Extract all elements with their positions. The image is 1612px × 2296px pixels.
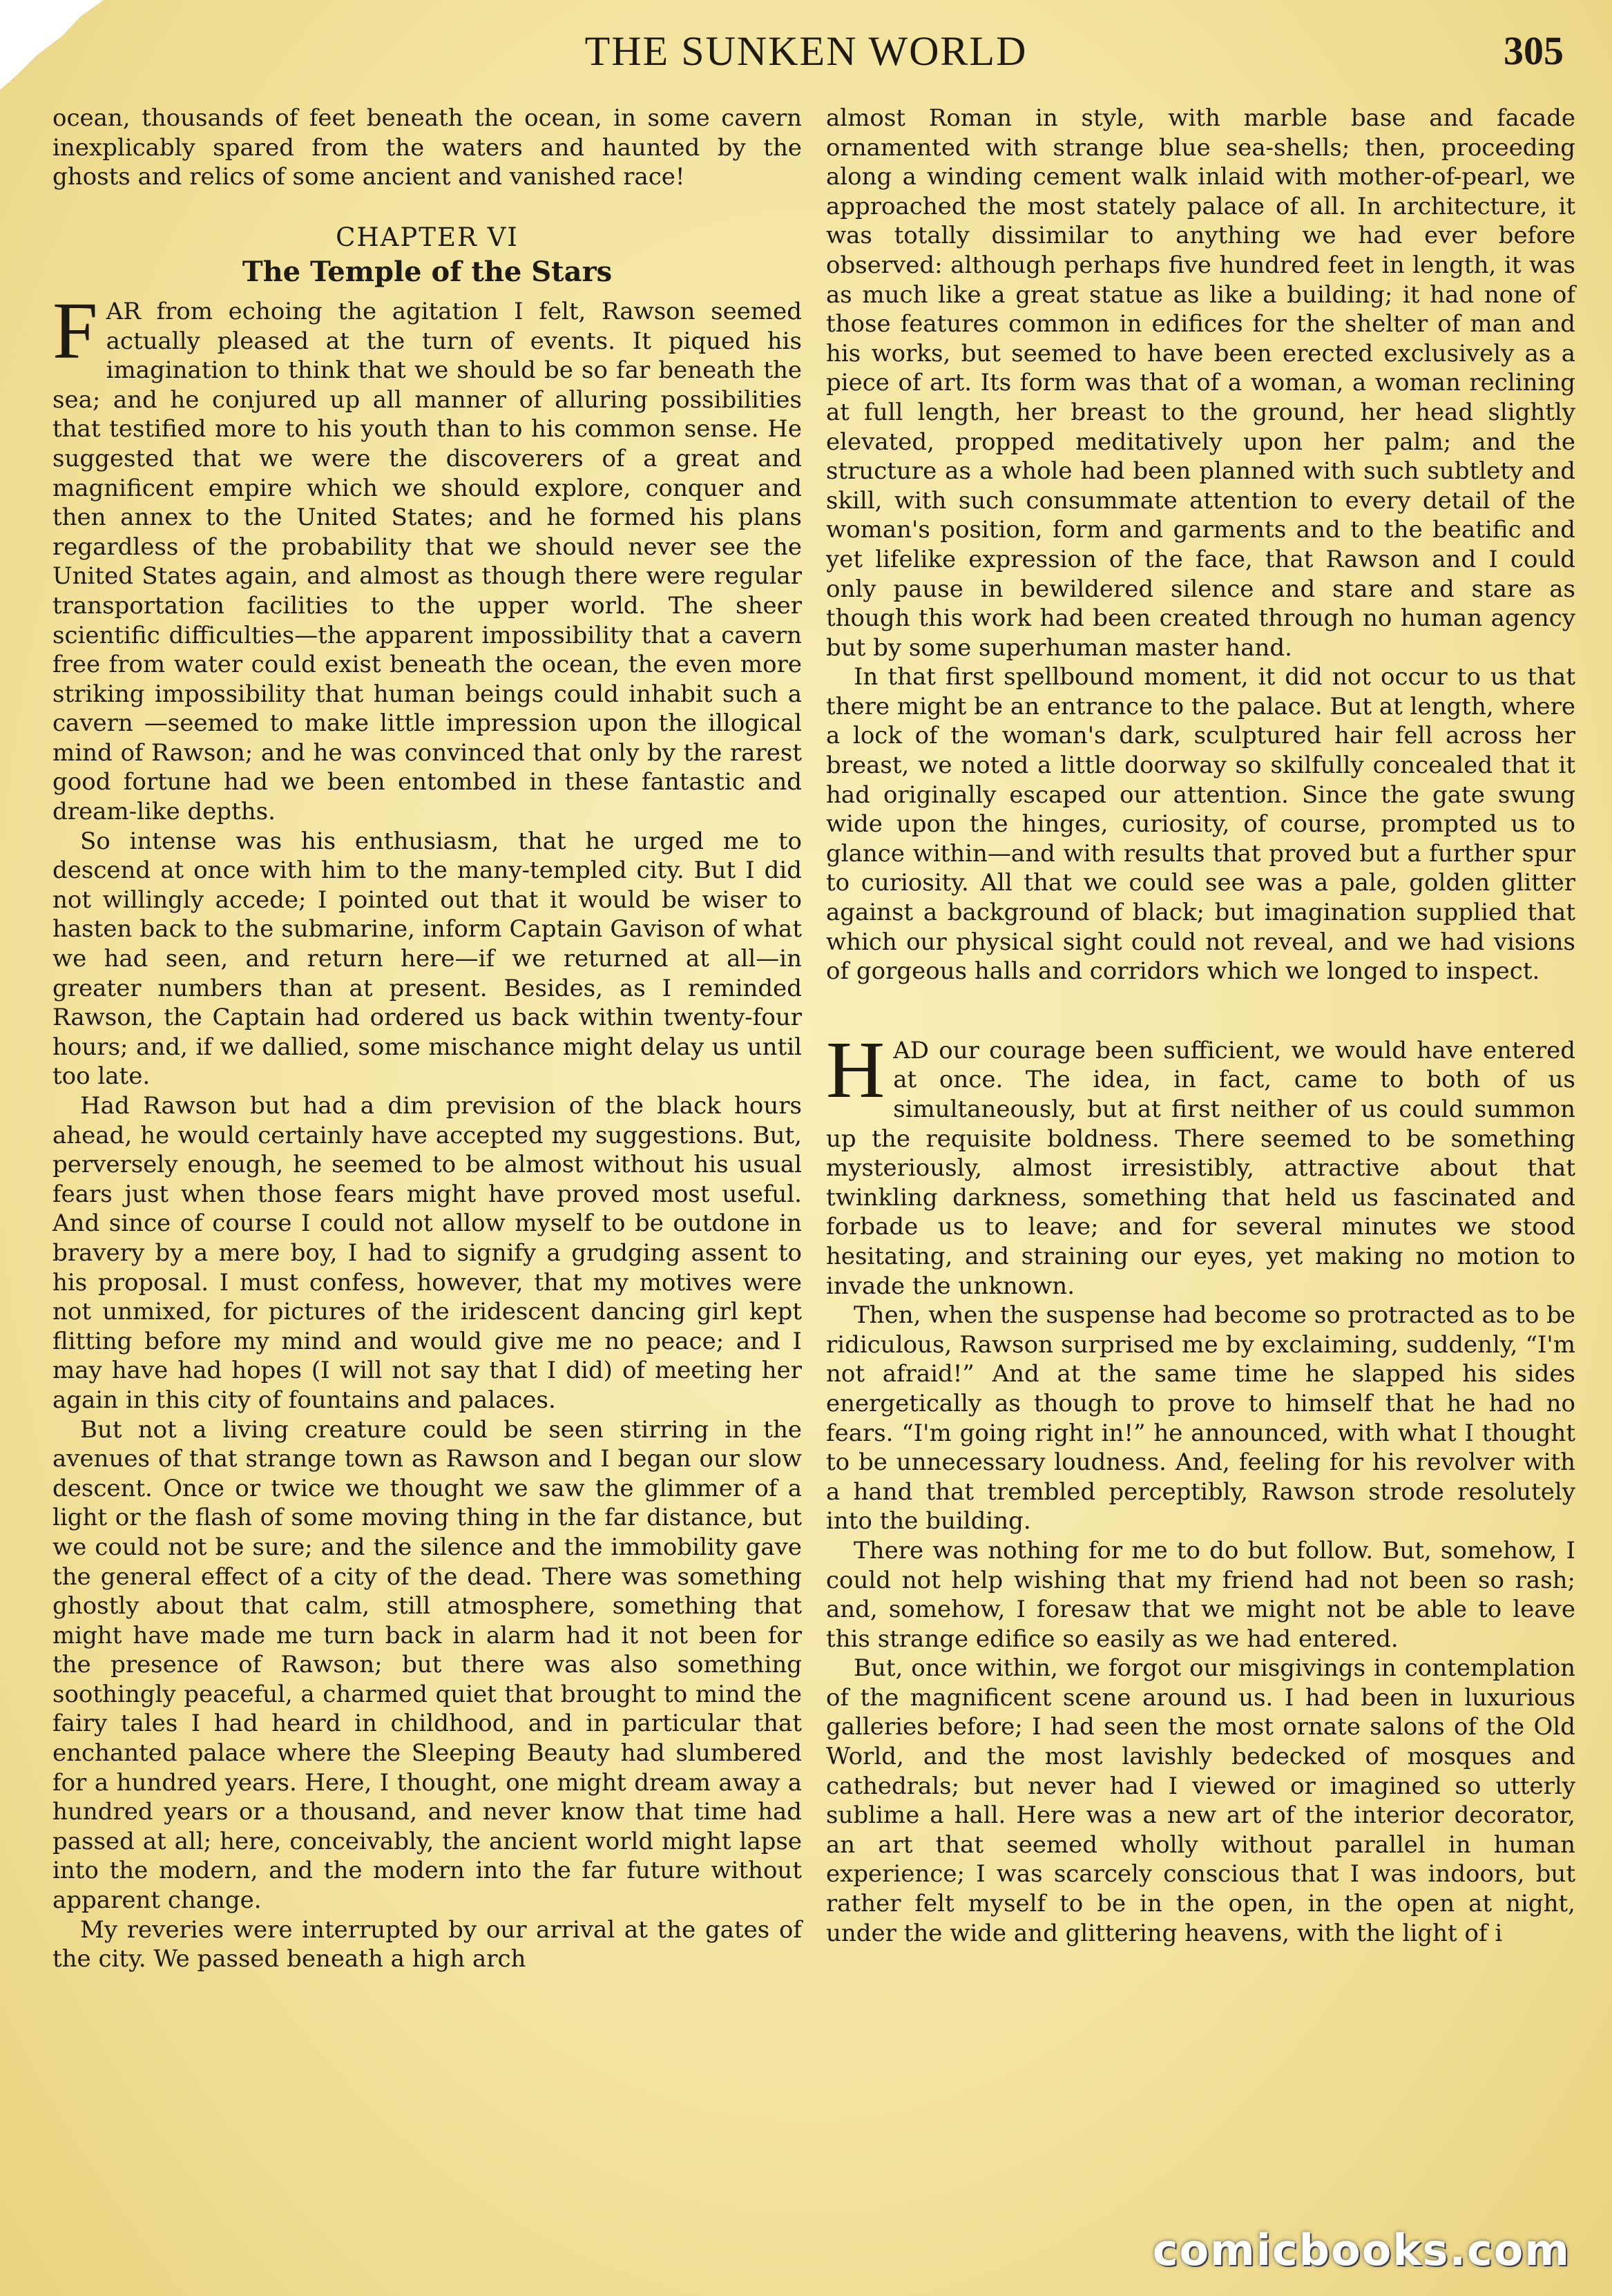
paragraph-5: My reveries were interrupted by our arrival at the gates of the city. We passed beneath a high arch xyxy=(52,1915,802,1973)
watermark: comicbooks.com xyxy=(1152,2225,1571,2275)
opening-paragraph: ocean, thousands of feet beneath the ocean, in some cavern inexplicably spared from the waters and haunted by the ghosts and relics of some ancient and vanished race! xyxy=(52,104,802,191)
paragraph-1 xyxy=(52,285,802,827)
paragraph-8 xyxy=(826,1024,1575,1301)
paragraph-11: But, once within, we forgot our misgivings in contemplation of the magnificent scene around us. I had been in luxurious galleries before; I had seen the most ornate salons of the Old World, and the most lavishly bedecked of mosques and cathedrals; but never had I viewed or imagined so utterly sublime a hall. Here was a new art of the interior decorator, an art that seemed wholly without parallel in human experience; I was scarcely conscious that I was indoors, but rather felt myself to be in the open, in the open at night, under the wide and glittering heavens, with the light of i xyxy=(826,1654,1575,1947)
chapter-number: CHAPTER VI xyxy=(336,222,519,252)
section-break xyxy=(826,986,1575,1036)
page-number: 305 xyxy=(1504,28,1564,73)
paragraph-7: In that first spellbound moment, it did not occur to us that there might be an entrance to the palace. But at length, where a lock of the woman's dark, sculptured hair fell across her breast, we noted a little doorway so skilfully concealed that it had originally escaped our attention. Since the gate swung wide upon the hinges, curiosity, of course, prompted us to glance within—and with results that proved but a further spur to curiosity. All that we could see was a pale, golden glitter against a background of black; but imagination supplied that which our physical sight could not reveal, and we had visions of gorgeous halls and corridors which we longed to inspect. xyxy=(826,663,1575,986)
paragraph-10: There was nothing for me to do but follow. But, somehow, I could not help wishing that my friend had not been so rash; and, somehow, I foresaw that we might not be able to leave this strange edifice so easily as we had entered. xyxy=(826,1536,1575,1653)
page-header xyxy=(0,28,1612,83)
paragraph-4: But not a living creature could be seen stirring in the avenues of that strange town as Rawson and I began our slow descent. Once or twice we thought we saw the glimmer of a light or the flash of some moving thing in the far distance, but we could not be sure; and the silence and the immobility gave the general effect of a city of the dead. There was something ghostly about that calm, still atmosphere, something that might have made me turn back in alarm had it not been for the presence of Rawson; but there was also something soothingly peaceful, a charmed quiet that brought to mind the fairy tales I had heard in childhood, and in particular that enchanted palace where the Sleeping Beauty had slumbered for a hundred years. Here, I thought, one might dream away a hundred years or a thousand, and never know that time had passed at all; here, conceivably, the ancient world might lapse into the modern, and the modern into the far future without apparent change. xyxy=(52,1415,802,1915)
drop-cap-f: F xyxy=(52,285,98,376)
right-column xyxy=(826,104,1575,1948)
left-column xyxy=(52,104,802,1974)
running-title: THE SUNKEN WORLD xyxy=(584,28,1028,74)
chapter-title: The Temple of the Stars xyxy=(242,256,613,289)
paragraph-3: Had Rawson but had a dim prevision of the black hours ahead, he would certainly have accepted my suggestions. But, perversely enough, he seemed to be almost without his usual fears just when those fears might have proved most useful. And since of course I could not allow myself to be outdone in bravery by a mere boy, I had to signify a grudging assent to his proposal. I must confess, however, that my motives were not unmixed, for pictures of the iridescent dancing girl kept flitting before my mind and would give me no peace; and I may have had hopes (I will not say that I did) of meeting her again in this city of fountains and palaces. xyxy=(52,1092,802,1414)
drop-cap-h: H xyxy=(826,1024,885,1115)
paragraph-8-text: AD our courage been sufficient, we would have entered at once. The idea, in fact, came to both of us simultaneously, but at first neither of us could summon up the requisite boldness. There seemed to be something mysteriously, almost irresistibly, attractive about that twinkling darkness, something that held us fascinated and forbade us to leave; and for several minutes we stood hesitating, and straining our eyes, yet making no motion to invade the unknown. xyxy=(826,1036,1575,1300)
paragraph-1-text: AR from echoing the agitation I felt, Rawson seemed actually pleased at the turn of events. It piqued his imagination to think that we should be so far beneath the sea; and he conjured up all manner of alluring possibilities that testified more to his youth than to his common sense. He suggested that we were the discoverers of a great and magnificent empire which we should explore, conquer and then annex to the United States; and he formed his plans regardless of the probability that we should never see the United States again, and almost as though there were regular transportation facilities to the upper world. The sheer scientific difficulties—the apparent impossibility that a cavern free from water could exist beneath the ocean, the even more striking impossibility that human beings could inhabit such a cavern —seemed to make little impression upon the illogical mind of Rawson; and he was convinced that only by the rarest good fortune had we been entombed in these fantastic and dream-like depths. xyxy=(52,297,802,826)
paragraph-9: Then, when the suspense had become so protracted as to be ridiculous, Rawson surprised me by exclaiming, suddenly, “I'm not afraid!” And at the same time he slapped his sides energetically as though to prove to himself that he had no fears. “I'm going right in!” he announced, with what I thought to be unnecessary loudness. And, feeling for his revolver with a hand that trembled perceptibly, Rawson strode resolutely into the building. xyxy=(826,1301,1575,1536)
paragraph-6: almost Roman in style, with marble base and facade ornamented with strange blue sea-shells; then, proceeding along a winding cement walk inlaid with mother-of-pearl, we approached the most stately palace of all. In architecture, it was totally dissimilar to anything we had ever before observed: although perhaps five hundred feet in length, it was as much like a great statue as like a building; it had none of those features common in edifices for the shelter of man and his works, but seemed to have been erected exclusively as a piece of art. Its form was that of a woman, a woman reclining at full length, her breast to the ground, her head slightly elevated, propped meditatively upon her palm; and the structure as a whole had been planned with such subtlety and skill, with such consummate attention to every detail of the woman's position, form and garments and to the beatific and yet lifelike expression of the face, that Rawson and I could only pause in bewildered silence and stare and stare as though this work had been created through no human agency but by some superhuman master hand. xyxy=(826,104,1575,662)
paragraph-2: So intense was his enthusiasm, that he urged me to descend at once with him to the many-templed city. But I did not willingly accede; I pointed out that it would be wiser to hasten back to the submarine, inform Captain Gavison of what we had seen, and return here—if we returned at all—in greater numbers than at present. Besides, as I reminded Rawson, the Captain had ordered us back within twenty-four hours; and, if we dallied, some mischance might delay us until too late. xyxy=(52,827,802,1091)
